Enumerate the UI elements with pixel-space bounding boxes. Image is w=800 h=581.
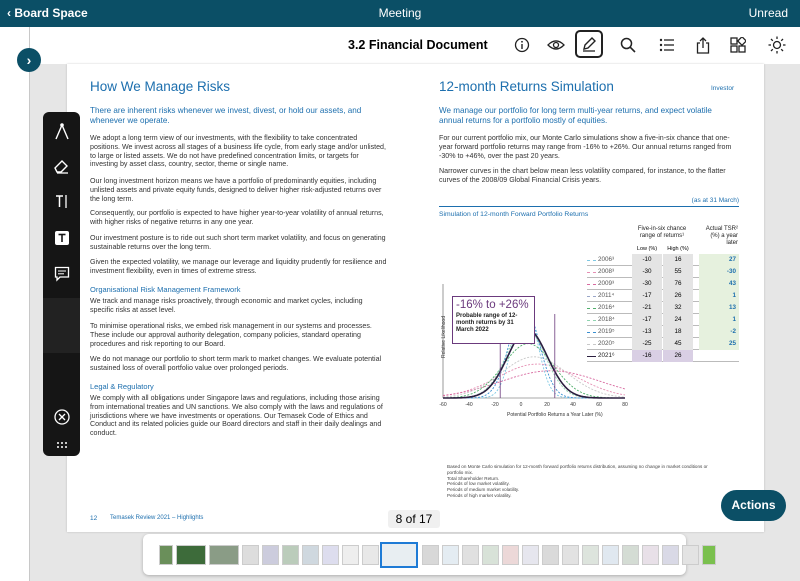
actual-cell: 13 <box>699 302 739 314</box>
series-swatch <box>587 284 596 285</box>
table-row <box>587 314 739 326</box>
year-cell: 2018⁴ <box>598 316 615 323</box>
series-swatch <box>587 356 596 357</box>
meeting-title: Meeting <box>378 6 422 20</box>
footnote: Periods of low market volatility. <box>447 481 510 487</box>
low-cell: -21 <box>632 302 662 314</box>
actual-cell: -30 <box>699 266 739 278</box>
annotation-toolbar <box>43 112 80 456</box>
unread-button[interactable]: Unread <box>748 6 788 20</box>
low-cell: -25 <box>632 338 662 350</box>
low-cell: -30 <box>632 266 662 278</box>
page-thumbnail[interactable] <box>462 545 479 565</box>
page-thumbnail[interactable] <box>522 545 539 565</box>
year-cell: 2011⁴ <box>598 292 615 299</box>
high-cell: 32 <box>663 302 693 314</box>
left-paragraph: Consequently, our portfolio is expected to have higher year-to-year volatility of annual returns, with higher risks of negative returns in any one year. <box>90 209 384 226</box>
year-cell: 2008³ <box>598 268 615 275</box>
footnote: Based on Monte Carlo simulation for 12-month forward portfolio returns distribution, assuming no change in market conditions or portfolio mix. <box>447 464 708 475</box>
page-thumbnail[interactable] <box>176 545 206 565</box>
series-line-2020 <box>443 357 625 397</box>
x-tick-label: -40 <box>465 402 473 408</box>
left-paragraph: We adopt a long term view of our investments, with the flexibility to take concentrated positions. We invest across all stages of a business life cycle, from early stage and/or unlisted, to large or listed assets. We do not have predefined concentration limits, or targets for investing by asset class, country, sector, theme or single name. <box>90 134 386 169</box>
chevron-right-icon: › <box>26 52 32 68</box>
document-title: 3.2 Financial Document <box>348 38 488 52</box>
table-row <box>587 350 739 362</box>
page-thumbnail[interactable] <box>482 545 499 565</box>
callout-range: -16% to +26% <box>456 299 529 311</box>
low-cell: -16 <box>632 350 662 362</box>
actual-cell: 27 <box>699 254 739 266</box>
year-cell: 2016⁴ <box>598 304 615 311</box>
returns-table <box>587 254 739 362</box>
page-thumbnail[interactable] <box>209 545 239 565</box>
left-subheading: There are inherent risks whenever we invest, divest, or hold our assets, and whenever we operate. <box>90 106 362 125</box>
more-icon[interactable] <box>51 434 72 455</box>
series-swatch <box>587 344 596 345</box>
high-cell: 26 <box>663 290 693 302</box>
share-icon[interactable] <box>693 35 713 55</box>
series-line-2009 <box>443 371 625 396</box>
section-heading: Legal & Regulatory <box>90 382 154 391</box>
toolbar-spacer <box>43 298 80 353</box>
x-tick-label: 20 <box>544 402 550 408</box>
high-cell: 55 <box>663 266 693 278</box>
page-thumbnail[interactable] <box>602 545 619 565</box>
range-callout <box>452 296 535 344</box>
x-tick-label: -20 <box>491 402 499 408</box>
back-label: Board Space <box>14 6 88 20</box>
low-cell: -30 <box>632 278 662 290</box>
left-paragraph: We do not manage our portfolio to short term mark to market changes. We evaluate potential sustained loss of overall portfolio value over prolonged periods. <box>90 355 382 372</box>
year-cell: 2009³ <box>598 280 615 287</box>
thumbnail-current[interactable] <box>380 542 418 568</box>
y-axis-label: Relative Likelihood <box>441 316 447 358</box>
actual-cell: 43 <box>699 278 739 290</box>
actual-cell: 1 <box>699 290 739 302</box>
info-icon[interactable] <box>512 35 532 55</box>
expand-sidebar-button[interactable] <box>17 48 41 72</box>
footer-text: Temasek Review 2021 – Highlights <box>110 515 204 521</box>
low-cell: -17 <box>632 290 662 302</box>
low-cell: -17 <box>632 314 662 326</box>
left-paragraph: Given the expected volatility, we manage our leverage and liquidity prudently for resilience and investment flexibility, even in times of extreme stress. <box>90 258 387 275</box>
actual-cell: 25 <box>699 338 739 350</box>
year-cell: 2020⁵ <box>598 340 615 347</box>
left-strip <box>0 27 30 581</box>
footnote: Total Shareholder Return. <box>447 475 500 481</box>
actual-cell: 1 <box>699 314 739 326</box>
brightness-icon[interactable] <box>767 35 787 55</box>
list-icon[interactable] <box>657 35 677 55</box>
page-thumbnail[interactable] <box>159 545 173 565</box>
left-paragraph: Our investment posture is to ride out such short term market volatility, and focus on generating sustainable returns over the long term. <box>90 234 386 251</box>
footnote: Periods of medium market volatility. <box>447 487 520 493</box>
chevron-left-icon: ‹ <box>7 6 11 20</box>
year-cell: 2021⁶ <box>598 352 615 359</box>
right-subheading: We manage our portfolio for long term multi-year returns, and expect volatile annual returns for a portfolio mostly of equities. <box>439 106 712 125</box>
series-swatch <box>587 272 596 273</box>
page-indicator: 8 of 17 <box>388 510 440 528</box>
low-cell: -13 <box>632 326 662 338</box>
page-thumbnail[interactable] <box>642 545 659 565</box>
comment-icon[interactable] <box>51 263 72 284</box>
high-cell: 24 <box>663 314 693 326</box>
table-header-high: High (%) <box>667 246 689 252</box>
series-swatch <box>587 260 596 261</box>
page-thumbnail[interactable] <box>682 545 699 565</box>
table-row <box>587 290 739 302</box>
series-swatch <box>587 332 596 333</box>
x-tick-label: 40 <box>570 402 576 408</box>
x-tick-label: -60 <box>439 402 447 408</box>
callout-text: Probable range of 12-month returns by 31 March 2022 <box>456 313 518 333</box>
page-thumbnail[interactable] <box>362 545 379 565</box>
series-swatch <box>587 320 596 321</box>
grid-icon[interactable] <box>728 35 748 55</box>
footnote: Periods of high market volatility. <box>447 492 512 498</box>
table-header-low: Low (%) <box>636 246 658 252</box>
right-paragraph: For our current portfolio mix, our Monte Carlo simulations show a five-in-six chance that one-year forward portfolio returns may range from -16% to +26%. Our annual returns ranged from -30% to +46%, over the past 20 years. <box>439 134 732 160</box>
series-swatch <box>587 296 596 297</box>
thumbnail-strip[interactable] <box>143 534 686 575</box>
page-thumbnail[interactable] <box>422 545 439 565</box>
table-row <box>587 254 739 266</box>
left-paragraph: We comply with all obligations under Singapore laws and regulations, including those arising from international treaties and UN sanctions. We also comply with the laws and regulations of jurisdictions where we have investments or operations. Our Temasek Code of Ethics and Conduct and its related policies guide our Board directors and staff in their daily dealings and conduct. <box>90 394 383 438</box>
page-thumbnail[interactable] <box>662 545 679 565</box>
page-thumbnail[interactable] <box>542 545 559 565</box>
high-cell: 45 <box>663 338 693 350</box>
x-axis-label: Potential Portfolio Returns a Year Later (%) <box>507 412 603 418</box>
investor-tag: Investor <box>711 85 735 92</box>
x-tick-label: 0 <box>519 402 523 408</box>
page-thumbnail[interactable] <box>562 545 579 565</box>
chart-title: Simulation of 12-month Forward Portfolio Returns <box>439 211 589 218</box>
eraser-icon[interactable] <box>51 155 72 176</box>
footer-page-number: 12 <box>90 515 98 522</box>
actions-button[interactable]: Actions <box>721 490 786 521</box>
lasso-pen-icon[interactable] <box>51 120 72 141</box>
low-cell: -10 <box>632 254 662 266</box>
left-paragraph: We track and manage risks proactively, through economic and market cycles, including specific risks at asset level. <box>90 297 363 314</box>
high-cell: 26 <box>663 350 693 362</box>
left-paragraph: Our long investment horizon means we have a portfolio of predominantly equities, including unlisted assets and private equity funds, designed to deliver higher risk-adjusted returns over the long term. <box>90 177 382 203</box>
page-thumbnail[interactable] <box>262 545 279 565</box>
table-header-range: Five-in-six chance range of returns¹ <box>637 226 687 239</box>
left-paragraph: To minimise operational risks, we embed risk management in our systems and processes. These include our approval authority delegation, company policies, standard operating procedures and risk reporting to our Board. <box>90 322 372 348</box>
page-thumbnail[interactable] <box>302 545 319 565</box>
page-thumbnail[interactable] <box>622 545 639 565</box>
footnotes <box>447 464 717 499</box>
year-cell: 2006³ <box>598 256 615 263</box>
page-thumbnail[interactable] <box>242 545 259 565</box>
table-row <box>587 338 739 350</box>
high-cell: 18 <box>663 326 693 338</box>
right-paragraph: Narrower curves in the chart below mean less volatility compared, for instance, to the flatter curves of the 2008/09 Global Financial Crisis years. <box>439 167 726 184</box>
table-header-actual: Actual TSR² (%) a year later <box>705 226 738 246</box>
close-icon[interactable] <box>51 406 72 427</box>
document-toolbar <box>30 27 800 64</box>
table-row <box>587 278 739 290</box>
high-cell: 16 <box>663 254 693 266</box>
section-heading: Organisational Risk Management Framework <box>90 285 241 294</box>
left-heading: How We Manage Risks <box>90 79 231 94</box>
page-thumbnail[interactable] <box>702 545 716 565</box>
high-cell: 76 <box>663 278 693 290</box>
search-icon[interactable] <box>618 35 638 55</box>
divider <box>439 206 739 207</box>
actual-cell: -2 <box>699 326 739 338</box>
page-thumbnail[interactable] <box>322 545 339 565</box>
table-row <box>587 266 739 278</box>
page-thumbnail[interactable] <box>282 545 299 565</box>
page-thumbnail[interactable] <box>502 545 519 565</box>
table-row <box>587 302 739 314</box>
pen-icon[interactable] <box>575 30 603 58</box>
x-tick-label: 80 <box>622 402 628 408</box>
page-thumbnail[interactable] <box>582 545 599 565</box>
right-heading: 12-month Returns Simulation <box>439 79 614 94</box>
document-page <box>67 64 764 532</box>
page-thumbnail[interactable] <box>342 545 359 565</box>
page-thumbnail[interactable] <box>442 545 459 565</box>
year-cell: 2019⁵ <box>598 328 615 335</box>
eye-icon[interactable] <box>546 35 566 55</box>
series-swatch <box>587 308 596 309</box>
table-row <box>587 326 739 338</box>
text-box-icon[interactable] <box>51 227 72 248</box>
x-tick-label: 60 <box>596 402 602 408</box>
text-cursor-icon[interactable] <box>51 191 72 212</box>
top-app-bar <box>0 0 800 27</box>
as-at-label: (as at 31 March) <box>691 197 739 204</box>
